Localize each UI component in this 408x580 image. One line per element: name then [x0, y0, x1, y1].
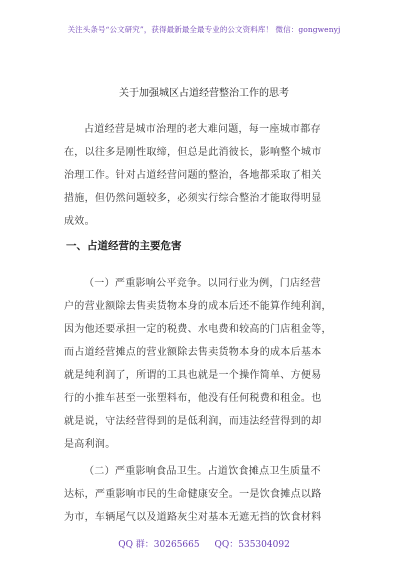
text-line: 占道经营是城市治理的老大难问题，每一座城市都存 — [84, 124, 321, 135]
text-line: 达标，严重影响市民的生命健康安全。一是饮食摊点以路 — [64, 489, 322, 500]
paragraph-food-hygiene — [64, 460, 356, 529]
text-line: 就是说，守法经营得到的是低利润，而违法经营得到的却 — [64, 416, 322, 427]
text-line: 为市，车辆尾气以及道路灰尘对基本无遮无挡的饮食材料 — [64, 512, 322, 523]
text-line: 行的小推车甚至一张塑料布，他没有任何税费和租金。也 — [64, 393, 322, 404]
text-line: （一）严重影响公平竞争。以同行业为例，门店经营 — [84, 278, 321, 289]
header-banner: 关注头条号“公文研究”，获得最新最全最专业的公文资料库！ 微信：gongwenyj — [67, 25, 341, 34]
text-line: 因为他还要承担一定的税费、水电费和较高的门店租金等， — [64, 324, 332, 335]
text-line: 在，以往多是刚性取缔，但总是此消彼长，影响整个城市 — [64, 147, 322, 158]
intro-paragraph — [64, 118, 356, 233]
text-line: 是高利润。 — [64, 439, 116, 450]
footer-qq: QQ：535304092 — [214, 540, 290, 550]
text-line: 而占道经营摊点的营业额除去售卖货物本身的成本后基本 — [64, 347, 322, 358]
footer-contact — [0, 537, 408, 550]
document-title: 关于加强城区占道经营整治工作的思考 — [119, 88, 289, 99]
text-line: 就是纯利润了，所谓的工具也就是一个操作简单、方便易 — [64, 370, 322, 381]
text-line: （二）严重影响食品卫生。占道饮食摊点卫生质量不 — [84, 466, 321, 477]
text-line: 措施，但仍然问题较多，必须实行综合整治才能取得明显 — [64, 193, 322, 204]
text-line: 成效。 — [64, 216, 95, 227]
text-line: 户的营业额除去售卖货物本身的成本后还不能算作纯利润， — [64, 301, 332, 312]
section-heading: 一、占道经营的主要危害 — [66, 240, 182, 252]
footer-qq-group: QQ 群：30265665 — [118, 540, 200, 550]
text-line: 治理工作。针对占道经营问题的整治，各地都采取了相关 — [64, 170, 322, 181]
paragraph-fair-competition — [64, 272, 356, 456]
